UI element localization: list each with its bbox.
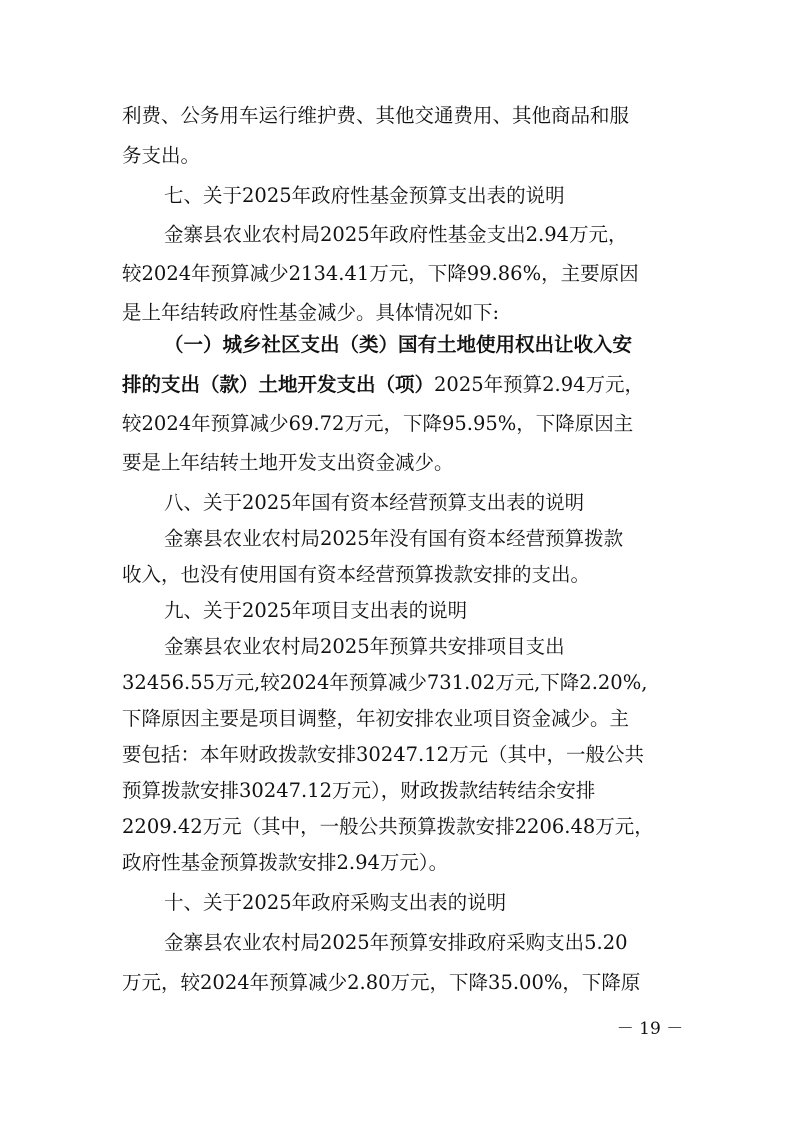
- page-number: － 19 －: [616, 1019, 684, 1039]
- section-heading-8: 八、关于2025年国有资本经营预算支出表的说明: [164, 491, 585, 514]
- paragraph-line: 金寨县农业农村局2025年预算安排政府采购支出5.20: [164, 931, 628, 954]
- paragraph-line: 较2024年预算减少2134.41万元，下降99.86%，主要原因: [122, 262, 639, 285]
- paragraph-line: 金寨县农业农村局2025年预算共安排项目支出: [164, 635, 565, 658]
- subsection-heading: （一）城乡社区支出（类）国有土地使用权出让收入安: [164, 333, 633, 356]
- paragraph-line: 政府性基金预算拨款安排2.94万元）。: [122, 851, 449, 874]
- subsection-heading-continued: 排的支出（款）土地开发支出（项）: [122, 373, 435, 396]
- paragraph-line: 较2024年预算减少69.72万元，下降95.95%，下降原因主: [122, 412, 634, 435]
- paragraph-line: 下降原因主要是项目调整，年初安排农业项目资金减少。主: [122, 707, 630, 730]
- paragraph-line: 金寨县农业农村局2025年政府性基金支出2.94万元，: [164, 223, 628, 246]
- paragraph-line: 要是上年结转土地开发支出资金减少。: [122, 451, 454, 474]
- paragraph-line: 预算拨款安排30247.12万元），财政拨款结转结余安排: [122, 779, 596, 802]
- paragraph-line: 万元，较2024年预算减少2.80万元，下降35.00%，下降原: [122, 971, 641, 994]
- paragraph-line: 32456.55万元,较2024年预算减少731.02万元,下降2.20%,: [122, 671, 648, 694]
- paragraph-line: 利费、公务用车运行维护费、其他交通费用、其他商品和服: [122, 104, 630, 127]
- paragraph-line: 收入，也没有使用国有资本经营预算拨款安排的支出。: [122, 563, 591, 586]
- section-heading-7: 七、关于2025年政府性基金预算支出表的说明: [164, 184, 565, 207]
- paragraph-line: 2209.42万元（其中，一般公共预算拨款安排2206.48万元，: [122, 815, 654, 838]
- paragraph-line: 金寨县农业农村局2025年没有国有资本经营预算拨款: [164, 527, 624, 550]
- paragraph-line: [122, 370, 682, 400]
- paragraph-line: 要包括：本年财政拨款安排30247.12万元（其中，一般公共: [122, 743, 645, 766]
- inline-text: 2025年预算2.94万元，: [434, 373, 645, 396]
- section-heading-9: 九、关于2025年项目支出表的说明: [164, 599, 468, 622]
- paragraph-line: 是上年结转政府性基金减少。具体情况如下:: [122, 301, 500, 324]
- paragraph-line: 务支出。: [122, 144, 201, 167]
- section-heading-10: 十、关于2025年政府采购支出表的说明: [164, 891, 507, 914]
